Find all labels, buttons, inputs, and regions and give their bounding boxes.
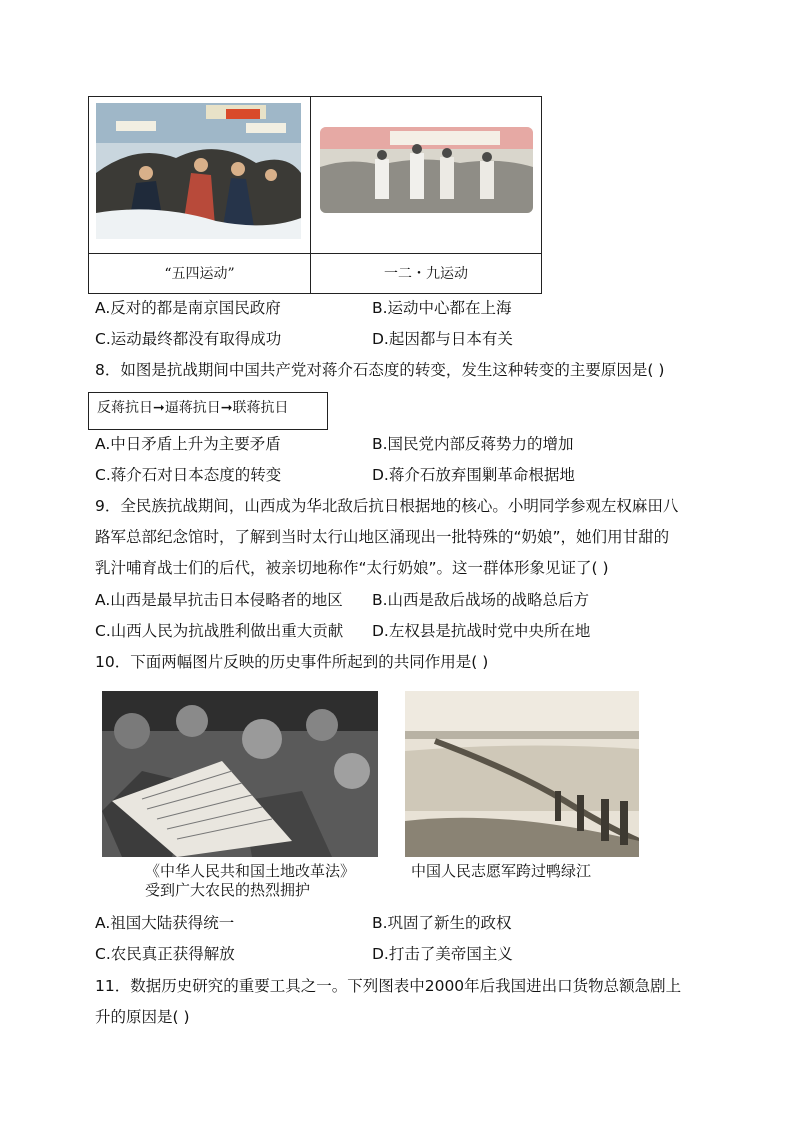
left-caption: “五四运动” xyxy=(164,266,235,282)
q8-option-b: B.国民党内部反蒋势力的增加 xyxy=(372,435,574,453)
q8-stem: 8．如图是抗战期间中国共产党对蒋介石态度的转变，发生这种转变的主要原因是( ) xyxy=(95,361,665,379)
table-divider-horizontal xyxy=(89,253,541,254)
stance-box: 反蒋抗日➞逼蒋抗日➞联蒋抗日 xyxy=(88,392,328,430)
land-reform-photo xyxy=(102,691,378,857)
volunteer-army-caption: 中国人民志愿军跨过鸭绿江 xyxy=(411,862,592,880)
q10-stem: 10．下面两幅图片反映的历史事件所起到的共同作用是( ) xyxy=(95,653,489,671)
land-reform-caption-2: 受到广大农民的热烈拥护 xyxy=(145,881,311,899)
q9-option-a: A.山西是最早抗击日本侵略者的地区 xyxy=(95,591,343,609)
q9-line-1: 9．全民族抗战期间，山西成为华北敌后抗日根据地的核心。小明同学参观左权麻田八 xyxy=(95,497,679,515)
q10-option-a: A.祖国大陆获得统一 xyxy=(95,914,235,932)
q7-option-b: B.运动中心都在上海 xyxy=(372,299,512,317)
may-fourth-painting xyxy=(96,103,301,239)
q7-option-a: A.反对的都是南京国民政府 xyxy=(95,299,281,317)
q10-option-d: D.打击了美帝国主义 xyxy=(372,945,513,963)
q11-line-2: 升的原因是( ) xyxy=(95,1008,190,1026)
q8-option-c: C.蒋介石对日本态度的转变 xyxy=(95,466,282,484)
q8-option-d: D.蒋介石放弃围剿革命根据地 xyxy=(372,466,575,484)
right-caption: 一二・九运动 xyxy=(384,266,468,282)
december-ninth-painting xyxy=(320,127,533,213)
q9-line-3: 乳汁哺育战士们的后代，被亲切地称作“太行奶娘”。这一群体形象见证了( ) xyxy=(95,559,609,577)
q7-option-d: D.起因都与日本有关 xyxy=(372,330,513,348)
q8-option-a: A.中日矛盾上升为主要矛盾 xyxy=(95,435,281,453)
q9-option-b: B.山西是敌后战场的战略总后方 xyxy=(372,591,590,609)
land-reform-caption-1: 《中华人民共和国土地改革法》 xyxy=(145,862,356,880)
q9-option-c: C.山西人民为抗战胜利做出重大贡献 xyxy=(95,622,344,640)
q10-option-c: C.农民真正获得解放 xyxy=(95,945,235,963)
q11-line-1: 11．数据历史研究的重要工具之一。下列图表中2000年后我国进出口货物总额急剧上 xyxy=(95,977,682,995)
q9-option-d: D.左权县是抗战时党中央所在地 xyxy=(372,622,591,640)
q7-option-c: C.运动最终都没有取得成功 xyxy=(95,330,282,348)
q10-option-b: B.巩固了新生的政权 xyxy=(372,914,512,932)
volunteer-army-photo xyxy=(405,691,639,857)
q9-line-2: 路军总部纪念馆时，了解到当时太行山地区涌现出一批特殊的“奶娘”，她们用甘甜的 xyxy=(95,528,670,546)
image-table xyxy=(88,96,542,294)
